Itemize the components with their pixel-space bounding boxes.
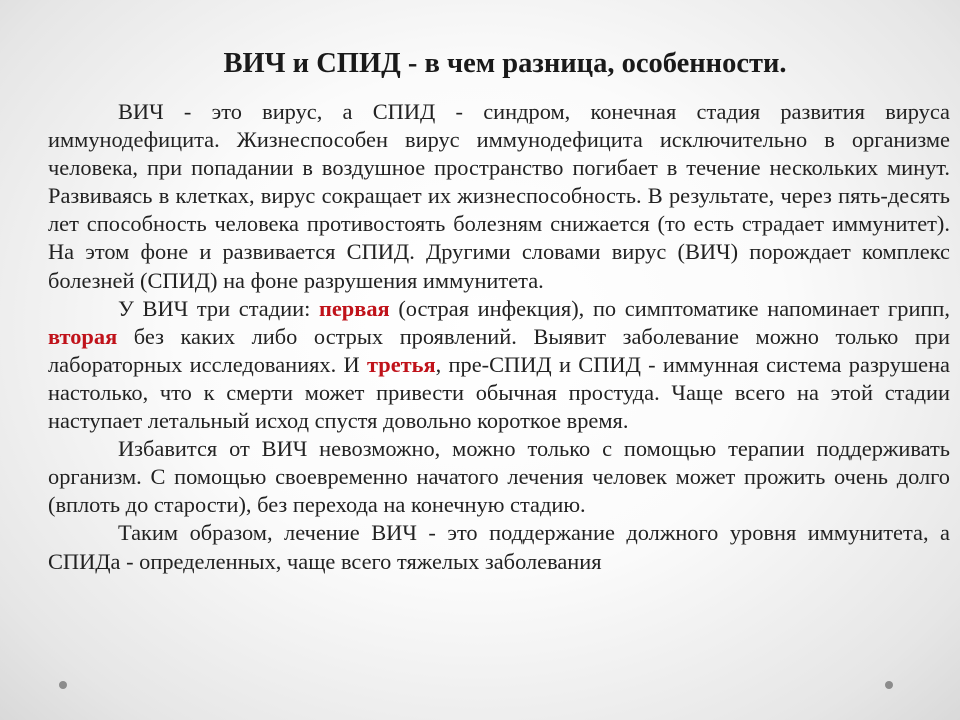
stage-first-highlight: первая xyxy=(318,295,390,321)
stages-text-1: У ВИЧ три стадии: xyxy=(118,295,319,321)
stages-text-4: , пре-СПИД и СПИД - иммунная система разрушена настолько, что к смерти может привести обычная простуда. Чаще всего на этой стадии наступает летальный исход спустя довольно короткое время. xyxy=(48,351,950,434)
stages-text-3: без каких либо острых проявлений. Выявит заболевание можно только при лабораторных исследованиях. И xyxy=(48,323,950,377)
decorative-dot-left xyxy=(59,681,67,689)
paragraph-hiv-stages xyxy=(48,295,950,435)
paragraph-therapy: Избавится от ВИЧ невозможно, можно только с помощью терапии поддерживать организм. С помощью своевременно начатого лечения человек может прожить очень долго (вплоть до старости), без перехода на конечную стадию. xyxy=(48,436,950,518)
stage-third-highlight: третья xyxy=(367,351,436,377)
decorative-dot-right xyxy=(885,681,893,689)
paragraph-hiv-vs-aids: ВИЧ - это вирус, а СПИД - синдром, конечная стадия развития вируса иммунодефицита. Жизнеспособен вирус иммунодефицита исключительно в организме человека, при попадании в воздушное пространство погибает в течение нескольких минут. Развиваясь в клетках, вирус сокращает их жизнеспособность. В результате, через пять-десять лет способность человека противостоять болезням снижается (то есть страдает иммунитет). На этом фоне и развивается СПИД. Другими словами вирус (ВИЧ) порождает комплекс болезней (СПИД) на фоне разрушения иммунитета. xyxy=(48,99,950,293)
paragraph-conclusion: Таким образом, лечение ВИЧ - это поддержание должного уровня иммунитета, а СПИДа - определенных, чаще всего тяжелых заболевания xyxy=(48,520,950,574)
stages-text-2: (острая инфекция), по симптоматике напоминает грипп, xyxy=(389,295,950,321)
slide-title: ВИЧ и СПИД - в чем разница, особенности. xyxy=(223,48,787,79)
slide-body xyxy=(48,98,950,576)
stage-second-highlight: вторая xyxy=(48,323,118,349)
